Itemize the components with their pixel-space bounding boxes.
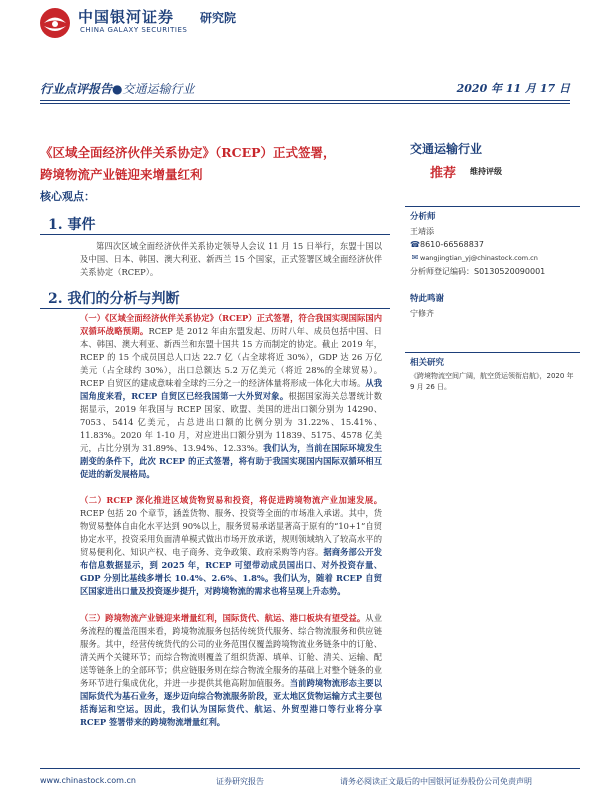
contrib-name: 宁修齐 <box>410 309 434 318</box>
logo-english-name: CHINA GALAXY SECURITIES <box>80 26 188 34</box>
contrib-label: 特此鸣谢 <box>410 294 445 304</box>
title-line-1: 《区域全面经济伙伴关系协定》（RCEP）正式签署， <box>40 145 336 160</box>
analyst-phone-row <box>410 238 580 251</box>
analysis-1-emphasis-2: 我们认为，当前在国际环境发生剧变的条件下，此次 RCEP 的正式签署，将有助于我国实现国内国际双循环相互促进的新发展格局。 <box>80 443 382 479</box>
analyst-phone: 8610-66568837 <box>420 240 484 249</box>
sidebar-analyst-block <box>410 210 580 278</box>
bullet-icon: ● <box>112 82 123 96</box>
related-item[interactable]: 《跨境物流空间广阔，航空货运领衔启航》，2020 年 9 月 26 日。 <box>410 372 574 391</box>
page-header <box>0 0 600 44</box>
analysis-3-text: 从业务流程的覆盖范围来看，跨境物流服务包括传统货代服务、综合物流服务和供应链服务。其中，经营传统货代的公司的业务范围仅覆盖跨境物流业务链条中的订舱、清关两个关键环节；而综合物流则覆盖了组织货源、填单、订舱、清关、运输、配送等链条上的全部环节；供应链服务则在综合物流全服务的基础上对整个链条的业务环节进行集成优化，并进一步提供其他高附加值服务。 <box>80 613 382 688</box>
analysis-3-emphasis: 当前跨境物流形态主要以国际货代为基石业务，逐步迈向综合物流服务阶段，亚太地区货物运输方式主要包括海运和空运。因此，我们认为国际货代、航运、外贸型港口等行业将分享 RCEP 签署带来的跨境物流增量红利。 <box>80 678 382 727</box>
logo-institute: 研究院 <box>200 11 237 25</box>
related-label: 相关研究 <box>410 358 445 368</box>
footer-rule <box>40 768 580 769</box>
analysis-2-emphasis: 据商务部公开发布信息数据显示，到 2025 年，RCEP 可望带动成员国出口、对外投资存量、GDP 分别比基线多增长 10.4%、2.6%、1.8%。我们认为，随着 RCEP 自贸区国家进出口量及投资逐步提升，对跨境物流的需求也将呈现上升态势。 <box>80 547 382 596</box>
footer-website[interactable]: www.chinastock.com.cn <box>40 776 136 785</box>
phone-icon: ☎ <box>410 240 420 249</box>
report-title <box>40 142 380 186</box>
analysis-1-text-2: 根据国家海关总署统计数据显示，2019 年我国与 RCEP 国家、欧盟、美国的进出口额分别为 14290、7053、5414 亿美元，占总进出口额的比例分别为 31.22%、15.41%、11.83%。2020 年 1-10 月，对应进出口额分别为 11839、5175、4578 亿美元，占比分别为 31.89%、13.94%、12.33%。 <box>80 391 382 453</box>
section-2-heading: 2. 我们的分析与判断 <box>48 291 180 307</box>
title-line-2: 跨境物流产业链迎来增量红利 <box>40 167 203 182</box>
analysis-paragraph-3 <box>80 612 382 729</box>
section-1-heading: 1. 事件 <box>48 217 96 233</box>
analysis-2-headline: （二）RCEP 深化推进区域货物贸易和投资，将促进跨境物流产业加速发展。 <box>80 495 382 505</box>
email-icon: ✉ <box>411 253 419 262</box>
analyst-name: 王靖添 <box>410 227 434 236</box>
sidebar-related-block <box>410 356 580 393</box>
analyst-cert: 分析师登记编码：S0130520090001 <box>410 267 546 276</box>
section-2-rule <box>40 308 390 309</box>
section-1-text: 第四次区域全面经济伙伴关系协定领导人会议 11 月 15 日举行，东盟十国以及中国、日本、韩国、澳大利亚、新西兰 15 个国家，正式签署区域全面经济伙伴关系协定（RCEP）。 <box>80 241 382 277</box>
sidebar-analyst-rule <box>405 206 580 207</box>
analysis-1-headline: （一）《区域全面经济伙伴关系协定》（RCEP）正式签署，符合我国实现国际国内双循环战略预期。 <box>80 313 382 336</box>
analysis-2-text: RCEP 包括 20 个章节，涵盖货物、服务、投资等全面的市场准入承诺。其中，货物贸易整体自由化水平达到 90%以上，服务贸易承诺显著高于原有的“10+1”自贸协定水平，投资采用负面清单模式做出市场开放承诺，规则领域纳入了较高水平的贸易便利化、知识产权、电子商务、竞争政策、政府采购等内容。 <box>80 508 382 557</box>
report-category <box>40 80 195 97</box>
section-1-rule <box>40 234 390 235</box>
analyst-email[interactable]: wangjingtian_yj@chinastock.com.cn <box>420 254 538 262</box>
analysis-3-headline: （三）跨境物流产业链迎来增量红利，国际货代、航运、港口板块有望受益。 <box>80 613 366 623</box>
analysis-1-emphasis-1: 从我国角度来看，RCEP 自贸区已经我国第一大外贸对象。 <box>80 378 382 401</box>
analyst-label: 分析师 <box>410 212 436 222</box>
sidebar-related-rule <box>405 352 580 353</box>
galaxy-logo-icon <box>38 6 72 40</box>
logo-chinese-name: 中国银河证券 <box>78 8 175 26</box>
analysis-1-text: RCEP 是 2012 年由东盟发起、历时八年、成员包括中国、日本、韩国、澳大利亚、新西兰和东盟十国共 15 方而制定的协定。截止 2019 年，RCEP 的 15 个成员国总人口达 22.7 亿（占全球将近 30%），GDP 达 26 万亿美元（占全球约 30%），出口总额达 5.2 万亿美元（将近 28%的全球贸易）。RCEP 自贸区的建成意味着全球约三分之一的经济体量将形成一体化大市场。 <box>80 326 382 388</box>
sidebar-contrib-block <box>410 292 580 320</box>
sidebar-industry: 交通运输行业 <box>410 142 483 156</box>
analysis-paragraph-1 <box>80 312 382 481</box>
banner-divider <box>40 103 570 104</box>
sidebar-rating: 推荐 <box>430 166 457 181</box>
sidebar-rating-note: 维持评级 <box>470 167 502 176</box>
report-date: 2020 年 11 月 17 日 <box>456 82 570 95</box>
report-type: 行业点评报告 <box>40 82 113 96</box>
footer-disclaimer: 请务必阅读正文最后的中国银河证券股份公司免责声明 <box>340 777 532 786</box>
report-industry: 交通运输行业 <box>122 82 195 96</box>
key-points-label: 核心观点： <box>40 190 95 203</box>
report-banner <box>40 78 570 101</box>
footer-center-label: 证券研究报告 <box>216 777 264 786</box>
analyst-email-row[interactable] <box>410 251 580 265</box>
analysis-paragraph-2 <box>80 494 382 598</box>
